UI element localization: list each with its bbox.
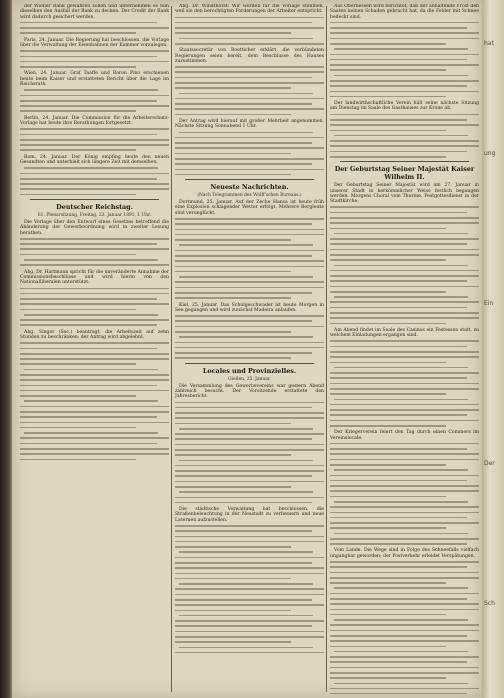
text-block	[20, 238, 169, 266]
paragraph: Die städtische Verwaltung hat beschlossen, die Straßenbeleuchtung in der Neustadt zu verbessern und neue Laternen aufzustellen.	[175, 507, 324, 523]
section-subheading: (Nach Telegrammen des Wolff'schen Bureaus.)	[197, 193, 302, 199]
paragraph: Staatssecretär von Boetticher erklärt, die verbündeten Regierungen seien bereit, dem Beschlusse des Hauses zuzustimmen.	[175, 48, 324, 64]
spine-fragment: Ein	[484, 300, 494, 307]
paragraph: Der Geburtstag Seiner Majestät wird am 27. Januar in unserer Stadt in herkömmlicher Weise festlich begangen werden. Morgens Choral vom Thurme, Festgottesdienst in der Stadtkirche.	[330, 183, 479, 205]
left-gutter-shadow	[0, 0, 12, 698]
paragraph: Wien, 24. Januar. Graf Taaffe und Baron Pino erschienen heute beim Kaiser und erstatteten Bericht über die Lage im Reichsrath.	[20, 71, 169, 88]
paragraph: Abg. Dr. Hartmann spricht für die unveränderte Annahme der Commissionsbeschlüsse und wird hierin von den Nationalliberalen unterstützt.	[20, 269, 169, 286]
text-block	[330, 114, 479, 158]
next-page-edge	[482, 0, 504, 698]
column-1	[20, 4, 169, 694]
text-block	[330, 22, 479, 98]
text-block	[20, 167, 169, 195]
text-block	[20, 128, 169, 151]
section-divider	[185, 363, 314, 364]
section-heading: Deutscher Reichstag.	[56, 203, 133, 212]
text-block	[20, 50, 169, 67]
paragraph: Abg. Dr. Windthorst: Wir werden für die Vorlage stimmen, weil sie den berechtigten Forderungen der Arbeiter entspricht.	[175, 4, 324, 15]
text-block	[175, 17, 324, 45]
section-heading: Der Geburtstag Seiner Majestät Kaiser Wilhelm II.	[334, 165, 475, 182]
text-block	[20, 342, 169, 460]
paragraph: Der Kriegerverein feiert den Tag durch einen Commers im Vereinslocale.	[330, 430, 479, 441]
paragraph: Abg. Singer (Soc.) beantragt, die Arbeitszeit auf zehn Stunden zu beschränken; der Antrag wird abgelehnt.	[20, 329, 169, 341]
text-block	[175, 66, 324, 115]
column-rule	[326, 6, 327, 692]
newspaper-page	[12, 0, 482, 698]
section-heading: Neueste Nachrichten.	[210, 183, 289, 192]
text-block	[20, 22, 169, 34]
paragraph: Kiel, 25. Januar. Das Schulgeschwader ist heute Morgen in See gegangen und wird zunächst Madeira anlaufen.	[175, 302, 324, 313]
section-divider	[340, 161, 469, 162]
paragraph: Rom, 24. Januar. Der König empfing heute den neuen Gesandten und unterhielt sich längere Zeit mit demselben.	[20, 154, 169, 166]
text-block	[330, 443, 479, 545]
text-block	[175, 525, 324, 653]
spine-fragment: hat	[484, 40, 494, 47]
paragraph: Vom Lande. Die Wege sind in Folge des Schneefalls vielfach ungangbar geworden; der Postverkehr erleidet Verspätungen.	[330, 548, 479, 559]
paragraph: Der Antrag wird hierauf mit großer Mehrheit angenommen. Nächste Sitzung Sonnabend 1 Uhr.	[175, 118, 324, 130]
paragraph: Paris, 24. Januar. Die Regierung hat beschlossen, die Vorlage über die Verwaltung der Eisenbahnen der Kammer vorzulegen.	[20, 37, 169, 49]
text-block	[20, 288, 169, 327]
spine-fragment: Sch	[484, 600, 495, 607]
text-block	[175, 132, 324, 176]
paragraph: Der landwirthschaftliche Verein hält seine nächste Sitzung am Dienstag im Saale des Gasthauses zur Krone ab.	[330, 101, 479, 112]
paragraph: Die Vorlage über den Entwurf eines Gesetzes betreffend die Abänderung der Gewerbeordnung wird in zweiter Lesung berathen.	[20, 220, 169, 236]
text-block	[175, 315, 324, 359]
section-heading: Locales und Provinzielles.	[202, 366, 297, 375]
section-divider	[30, 199, 159, 200]
column-rule	[171, 6, 172, 692]
paragraph: der Wiener Bank gewähren sollen und unternehmen es nun dieselben den Ausfall der Bank zu decken. Der Credit der Bank wird dadurch gesichert werden.	[20, 4, 169, 20]
column-2	[175, 4, 324, 694]
section-subheading: Gießen, 25. Januar.	[228, 376, 271, 382]
paragraph: Aus Oberhessen wird berichtet, daß der anhaltende Frost den Saaten keinen Schaden gebracht hat, da die Felder mit Schnee bedeckt sind.	[330, 4, 479, 20]
column-3	[330, 4, 479, 694]
paragraph: Die Versammlung des Gewerbevereins war gestern Abend zahlreich besucht. Der Vorsitzende erstattete den Jahresbericht.	[175, 383, 324, 400]
text-block	[330, 340, 479, 426]
section-divider	[185, 179, 314, 180]
text-block	[330, 561, 479, 694]
text-block	[330, 206, 479, 324]
spine-fragment: ung	[484, 150, 496, 157]
section-subheading: 61. Plenarsitzung, Freitag, 23. Januar 1891, 1 Uhr.	[37, 213, 152, 219]
paragraph: Am Abend findet im Saale des Casinos ein Festessen statt, zu welchem Einladungen ergangen sind.	[330, 327, 479, 339]
paragraph: Dortmund, 25. Januar. Auf der Zeche Hansa ist heute früh eine Explosion schlagender Wetter erfolgt. Mehrere Bergleute sind verunglückt.	[175, 200, 324, 216]
text-block	[175, 402, 324, 504]
text-block	[175, 218, 324, 299]
paragraph: Berlin, 24. Januar. Die Commission für die Arbeiterschutz-Vorlage hat heute ihre Berathungen fortgesetzt.	[20, 115, 169, 127]
spine-fragment: Der	[484, 460, 495, 467]
text-block	[20, 89, 169, 112]
